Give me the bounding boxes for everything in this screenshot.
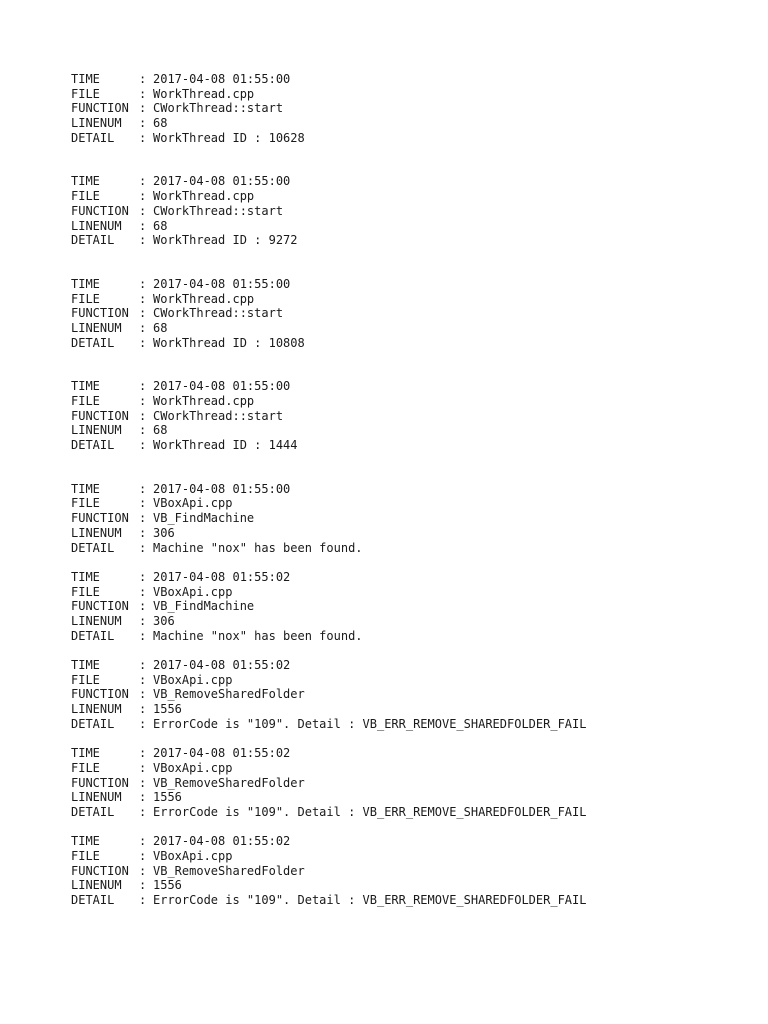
field-label-file: FILE — [71, 672, 100, 687]
time-value: 2017-04-08 01:55:00 — [153, 72, 291, 86]
linenum-value: 306 — [153, 613, 175, 628]
field-separator: : — [139, 320, 147, 335]
field-label-linenum: LINENUM — [71, 525, 122, 540]
field-label-function: FUNCTION — [71, 687, 129, 702]
log-line-linenum — [71, 702, 731, 717]
file-value: VBoxApi.cpp — [153, 672, 233, 687]
file-value: WorkThread.cpp — [153, 291, 255, 306]
log-line-file — [71, 849, 731, 864]
field-separator: : — [139, 746, 147, 761]
log-line-detail — [71, 805, 731, 820]
field-label-detail: DETAIL — [71, 540, 115, 555]
log-line-function — [71, 409, 731, 424]
log-line-time — [71, 174, 731, 189]
linenum-value: 306 — [153, 525, 175, 540]
file-value: VBoxApi.cpp — [153, 760, 233, 775]
field-label-detail: DETAIL — [71, 335, 115, 350]
log-line-time — [71, 570, 731, 585]
detail-value: Machine "nox" has been found. — [153, 540, 363, 555]
file-value: WorkThread.cpp — [153, 394, 255, 408]
field-label-file: FILE — [71, 848, 100, 863]
field-separator: : — [139, 672, 147, 687]
field-label-file: FILE — [71, 496, 100, 511]
log-line-linenum — [71, 116, 731, 131]
field-label-function: FUNCTION — [71, 863, 129, 878]
linenum-value: 68 — [153, 320, 168, 335]
log-entry — [71, 72, 731, 145]
field-separator: : — [139, 408, 147, 423]
field-label-linenum: LINENUM — [71, 218, 122, 233]
file-value: WorkThread.cpp — [153, 86, 255, 101]
field-label-file: FILE — [71, 760, 100, 775]
field-label-detail: DETAIL — [71, 893, 115, 907]
field-label-detail: DETAIL — [71, 233, 115, 248]
field-label-function: FUNCTION — [71, 306, 129, 321]
log-line-file — [71, 87, 731, 102]
log-entry — [71, 379, 731, 452]
function-value: VB_RemoveSharedFolder — [153, 863, 305, 878]
field-separator: : — [139, 804, 147, 819]
log-line-function — [71, 101, 731, 116]
log-line-function — [71, 511, 731, 526]
field-label-time: TIME — [71, 481, 100, 496]
field-label-file: FILE — [71, 86, 100, 101]
log-line-linenum — [71, 526, 731, 541]
log-line-linenum — [71, 321, 731, 336]
field-label-file: FILE — [71, 291, 100, 306]
field-separator: : — [139, 423, 147, 438]
field-separator: : — [139, 218, 147, 233]
field-separator: : — [139, 716, 147, 731]
time-value: 2017-04-08 01:55:00 — [153, 174, 291, 189]
field-separator: : — [139, 189, 147, 204]
linenum-value: 1556 — [153, 702, 182, 717]
field-label-function: FUNCTION — [71, 599, 129, 614]
log-line-time — [71, 834, 731, 849]
field-label-detail: DETAIL — [71, 438, 115, 453]
field-label-function: FUNCTION — [71, 408, 129, 423]
field-label-file: FILE — [71, 189, 100, 204]
field-separator: : — [139, 834, 147, 849]
field-separator: : — [139, 233, 147, 248]
field-label-time: TIME — [71, 834, 100, 849]
log-line-detail — [71, 438, 731, 453]
detail-value: WorkThread ID : 10628 — [153, 130, 305, 145]
function-value: VB_RemoveSharedFolder — [153, 687, 305, 702]
file-value: VBoxApi.cpp — [153, 848, 233, 863]
field-label-time: TIME — [71, 569, 100, 584]
field-separator: : — [139, 335, 147, 350]
field-separator: : — [139, 481, 147, 496]
field-label-time: TIME — [71, 379, 100, 394]
time-value: 2017-04-08 01:55:00 — [153, 276, 291, 291]
field-separator: : — [139, 72, 147, 86]
log-line-linenum — [71, 423, 731, 438]
field-label-file: FILE — [71, 394, 100, 408]
field-label-linenum: LINENUM — [71, 702, 122, 717]
field-separator: : — [139, 130, 147, 145]
log-entry — [71, 570, 731, 643]
log-line-file — [71, 496, 731, 511]
field-separator: : — [139, 775, 147, 790]
log-line-function — [71, 864, 731, 879]
detail-value: WorkThread ID : 10808 — [153, 335, 305, 350]
field-separator: : — [139, 101, 147, 116]
field-label-detail: DETAIL — [71, 130, 115, 145]
field-separator: : — [139, 291, 147, 306]
field-label-file: FILE — [71, 584, 100, 599]
field-label-linenum: LINENUM — [71, 116, 122, 131]
log-entry — [71, 174, 731, 247]
field-separator: : — [139, 525, 147, 540]
field-separator: : — [139, 174, 147, 189]
field-separator: : — [139, 511, 147, 526]
field-separator: : — [139, 893, 147, 907]
log-line-time — [71, 277, 731, 292]
field-separator: : — [139, 438, 147, 453]
field-separator: : — [139, 540, 147, 555]
field-separator: : — [139, 848, 147, 863]
function-value: CWorkThread::start — [153, 306, 284, 321]
file-value: WorkThread.cpp — [153, 189, 255, 204]
log-line-detail — [71, 233, 731, 248]
log-line-function — [71, 776, 731, 791]
function-value: VB_FindMachine — [153, 599, 255, 614]
log-line-linenum — [71, 878, 731, 893]
field-label-time: TIME — [71, 174, 100, 189]
time-value: 2017-04-08 01:55:02 — [153, 569, 291, 584]
log-line-linenum — [71, 790, 731, 805]
field-separator: : — [139, 613, 147, 628]
field-separator: : — [139, 658, 147, 672]
log-line-function — [71, 599, 731, 614]
detail-value: ErrorCode is "109". Detail : VB_ERR_REMOVE_SHAREDFOLDER_FAIL — [153, 716, 587, 731]
field-separator: : — [139, 584, 147, 599]
log-line-function — [71, 306, 731, 321]
log-entry — [71, 277, 731, 350]
field-separator: : — [139, 628, 147, 643]
log-line-file — [71, 761, 731, 776]
file-value: VBoxApi.cpp — [153, 584, 233, 599]
log-line-file — [71, 394, 731, 409]
field-separator: : — [139, 687, 147, 702]
log-line-time — [71, 482, 731, 497]
field-separator: : — [139, 569, 147, 584]
field-label-time: TIME — [71, 72, 100, 86]
log-entry — [71, 834, 731, 907]
log-entry — [71, 482, 731, 555]
log-line-detail — [71, 893, 731, 908]
field-label-detail: DETAIL — [71, 628, 115, 643]
time-value: 2017-04-08 01:55:02 — [153, 658, 291, 672]
field-separator: : — [139, 878, 147, 893]
time-value: 2017-04-08 01:55:00 — [153, 481, 291, 496]
log-line-function — [71, 687, 731, 702]
field-label-linenum: LINENUM — [71, 613, 122, 628]
function-value: CWorkThread::start — [153, 203, 284, 218]
field-label-detail: DETAIL — [71, 716, 115, 731]
field-separator: : — [139, 86, 147, 101]
field-separator: : — [139, 116, 147, 131]
log-line-linenum — [71, 219, 731, 234]
log-line-time — [71, 72, 731, 87]
log-line-detail — [71, 336, 731, 351]
field-label-time: TIME — [71, 276, 100, 291]
function-value: CWorkThread::start — [153, 408, 284, 423]
linenum-value: 68 — [153, 116, 168, 131]
log-line-file — [71, 189, 731, 204]
log-line-detail — [71, 629, 731, 644]
detail-value: ErrorCode is "109". Detail : VB_ERR_REMOVE_SHAREDFOLDER_FAIL — [153, 804, 587, 819]
field-separator: : — [139, 496, 147, 511]
log-line-time — [71, 746, 731, 761]
field-label-linenum: LINENUM — [71, 878, 122, 893]
field-label-time: TIME — [71, 658, 100, 672]
log-line-linenum — [71, 614, 731, 629]
function-value: VB_RemoveSharedFolder — [153, 775, 305, 790]
detail-value: ErrorCode is "109". Detail : VB_ERR_REMOVE_SHAREDFOLDER_FAIL — [153, 893, 587, 907]
field-label-time: TIME — [71, 746, 100, 761]
field-label-function: FUNCTION — [71, 511, 129, 526]
detail-value: Machine "nox" has been found. — [153, 628, 363, 643]
detail-value: WorkThread ID : 1444 — [153, 438, 298, 453]
field-separator: : — [139, 599, 147, 614]
linenum-value: 1556 — [153, 790, 182, 805]
log-line-time — [71, 379, 731, 394]
field-label-function: FUNCTION — [71, 203, 129, 218]
log-entry — [71, 746, 731, 819]
function-value: CWorkThread::start — [153, 101, 284, 116]
log-line-file — [71, 673, 731, 688]
field-separator: : — [139, 702, 147, 717]
log-line-function — [71, 204, 731, 219]
field-separator: : — [139, 379, 147, 394]
field-separator: : — [139, 306, 147, 321]
field-label-linenum: LINENUM — [71, 790, 122, 805]
field-separator: : — [139, 203, 147, 218]
linenum-value: 1556 — [153, 878, 182, 893]
log-line-detail — [71, 541, 731, 556]
log-line-detail — [71, 717, 731, 732]
linenum-value: 68 — [153, 423, 168, 438]
log-line-detail — [71, 131, 731, 146]
field-separator: : — [139, 760, 147, 775]
log-line-file — [71, 585, 731, 600]
field-label-linenum: LINENUM — [71, 320, 122, 335]
field-label-detail: DETAIL — [71, 804, 115, 819]
field-label-function: FUNCTION — [71, 101, 129, 116]
field-label-function: FUNCTION — [71, 775, 129, 790]
field-label-linenum: LINENUM — [71, 423, 122, 438]
log-line-time — [71, 658, 731, 673]
log-page — [71, 72, 731, 908]
field-separator: : — [139, 790, 147, 805]
field-separator: : — [139, 394, 147, 408]
field-separator: : — [139, 863, 147, 878]
time-value: 2017-04-08 01:55:00 — [153, 379, 291, 394]
time-value: 2017-04-08 01:55:02 — [153, 746, 291, 761]
time-value: 2017-04-08 01:55:02 — [153, 834, 291, 849]
file-value: VBoxApi.cpp — [153, 496, 233, 511]
detail-value: WorkThread ID : 9272 — [153, 233, 298, 248]
linenum-value: 68 — [153, 218, 168, 233]
function-value: VB_FindMachine — [153, 511, 255, 526]
log-entry — [71, 658, 731, 731]
log-line-file — [71, 292, 731, 307]
field-separator: : — [139, 276, 147, 291]
